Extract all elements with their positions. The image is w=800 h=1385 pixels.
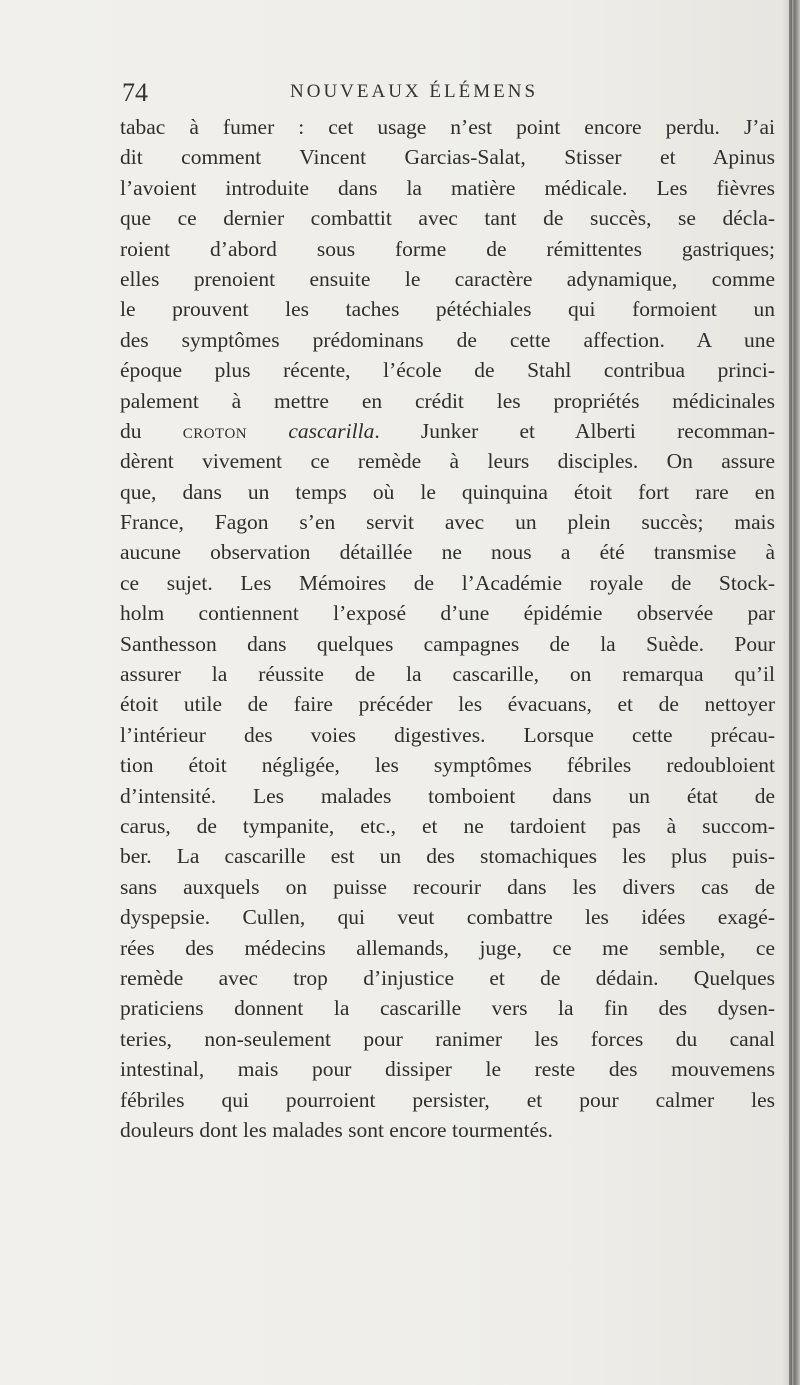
text-line-content: . Junker et Alberti recomman- (374, 418, 776, 443)
text-line-content: palement à mettre en crédit les propriétés médicinales (120, 388, 775, 413)
text-line (120, 537, 775, 567)
text-line-content: tion étoit négligée, les symptômes fébriles redoubloient (120, 753, 775, 778)
page-edge-line (789, 0, 792, 1385)
text-line-content: Santhesson dans quelques campagnes de la Suède. Pour (120, 631, 775, 656)
text-line-content: dèrent vivement ce remède à leurs disciples. On assure (120, 449, 775, 474)
italic-term: cascarilla (288, 418, 375, 443)
text-line (120, 264, 775, 294)
text-line (120, 872, 775, 902)
text-line (120, 325, 775, 355)
text-line (120, 841, 775, 871)
text-line-content: étoit utile de faire précéder les évacuans, et de nettoyer (120, 692, 775, 717)
text-line-content: remède avec trop d’injustice et de dédain. Quelques (120, 965, 775, 990)
text-line (120, 446, 775, 476)
text-line-content: assurer la réussite de la cascarille, on remarqua qu’il (120, 662, 775, 687)
text-line (120, 750, 775, 780)
text-line-content: rées des médecins allemands, juge, ce me semble, ce (120, 935, 775, 960)
text-line (120, 993, 775, 1023)
text-line-content: des symptômes prédominans de cette affection. A une (120, 327, 775, 352)
text-line (120, 568, 775, 598)
text-line-content: praticiens donnent la cascarille vers la fin des dysen- (120, 996, 775, 1021)
text-line-content: carus, de tympanite, etc., et ne tardoient pas à succom- (120, 813, 775, 838)
text-line-content: que, dans un temps où le quinquina étoit fort rare en (120, 479, 775, 504)
text-line-content: dit comment Vincent Garcias-Salat, Stisser et Apinus (120, 145, 775, 170)
text-line-content: tabac à fumer : cet usage n’est point encore perdu. J’ai (120, 115, 775, 139)
text-line-content: ce sujet. Les Mémoires de l’Académie royale de Stock- (120, 570, 775, 595)
text-line-content: l’avoient introduite dans la matière médicale. Les fièvres (120, 175, 775, 200)
text-line (120, 142, 775, 172)
text-line (120, 1054, 775, 1084)
running-head: NOUVEAUX ÉLÉMENS (290, 81, 539, 102)
text-line (120, 203, 775, 233)
text-line (120, 1115, 775, 1145)
text-line (120, 933, 775, 963)
text-line-content: teries, non-seulement pour ranimer les forces du canal (120, 1026, 775, 1051)
text-line-content: elles prenoient ensuite le caractère adynamique, comme (120, 266, 775, 291)
text-line (120, 781, 775, 811)
text-line-content: l’intérieur des voies digestives. Lorsque cette précau- (120, 722, 775, 747)
text-line-content: aucune observation détaillée ne nous a été transmise à (120, 540, 775, 565)
text-line (120, 416, 775, 446)
text-line-content: dyspepsie. Cullen, qui veut combattre les idées exagé- (120, 905, 775, 930)
text-line (120, 355, 775, 385)
text-line-content: holm contiennent l’exposé d’une épidémie observée par (120, 601, 775, 626)
text-line-content: ber. La cascarille est un des stomachiques les plus puis- (120, 844, 775, 869)
body-text (120, 112, 775, 1145)
text-line (120, 112, 775, 142)
text-line (120, 1085, 775, 1115)
small-caps-term: croton (182, 418, 248, 443)
text-line-content: roient d’abord sous forme de rémittentes gastriques; (120, 236, 775, 261)
text-line-content: sans auxquels on puisse recourir dans les divers cas de (120, 874, 775, 899)
text-line (120, 477, 775, 507)
text-line (120, 689, 775, 719)
text-line-content: du (120, 418, 183, 443)
text-line-content: que ce dernier combattit avec tant de succès, se décla- (120, 206, 775, 231)
text-line (120, 902, 775, 932)
text-line (120, 811, 775, 841)
text-line-content: France, Fagon s’en servit avec un plein succès; mais (120, 510, 775, 535)
page-header (122, 78, 762, 110)
text-line (120, 294, 775, 324)
text-line-content: d’intensité. Les malades tomboient dans un état de (120, 783, 775, 808)
text-line (120, 507, 775, 537)
text-line (120, 234, 775, 264)
text-line (120, 173, 775, 203)
page-number: 74 (122, 78, 148, 107)
text-line-content: intestinal, mais pour dissiper le reste des mouvemens (120, 1057, 775, 1082)
text-line-content: fébriles qui pourroient persister, et pour calmer les (120, 1087, 775, 1112)
text-line (120, 963, 775, 993)
text-line (120, 659, 775, 689)
text-line-content: le prouvent les taches pétéchiales qui formoient un (120, 297, 775, 322)
text-line-content: époque plus récente, l’école de Stahl contribua princi- (120, 358, 775, 383)
text-line (120, 386, 775, 416)
text-line (120, 598, 775, 628)
text-line-content: douleurs dont les malades sont encore tourmentés. (120, 1117, 553, 1142)
text-line (120, 629, 775, 659)
text-line (120, 1024, 775, 1054)
text-line (120, 720, 775, 750)
